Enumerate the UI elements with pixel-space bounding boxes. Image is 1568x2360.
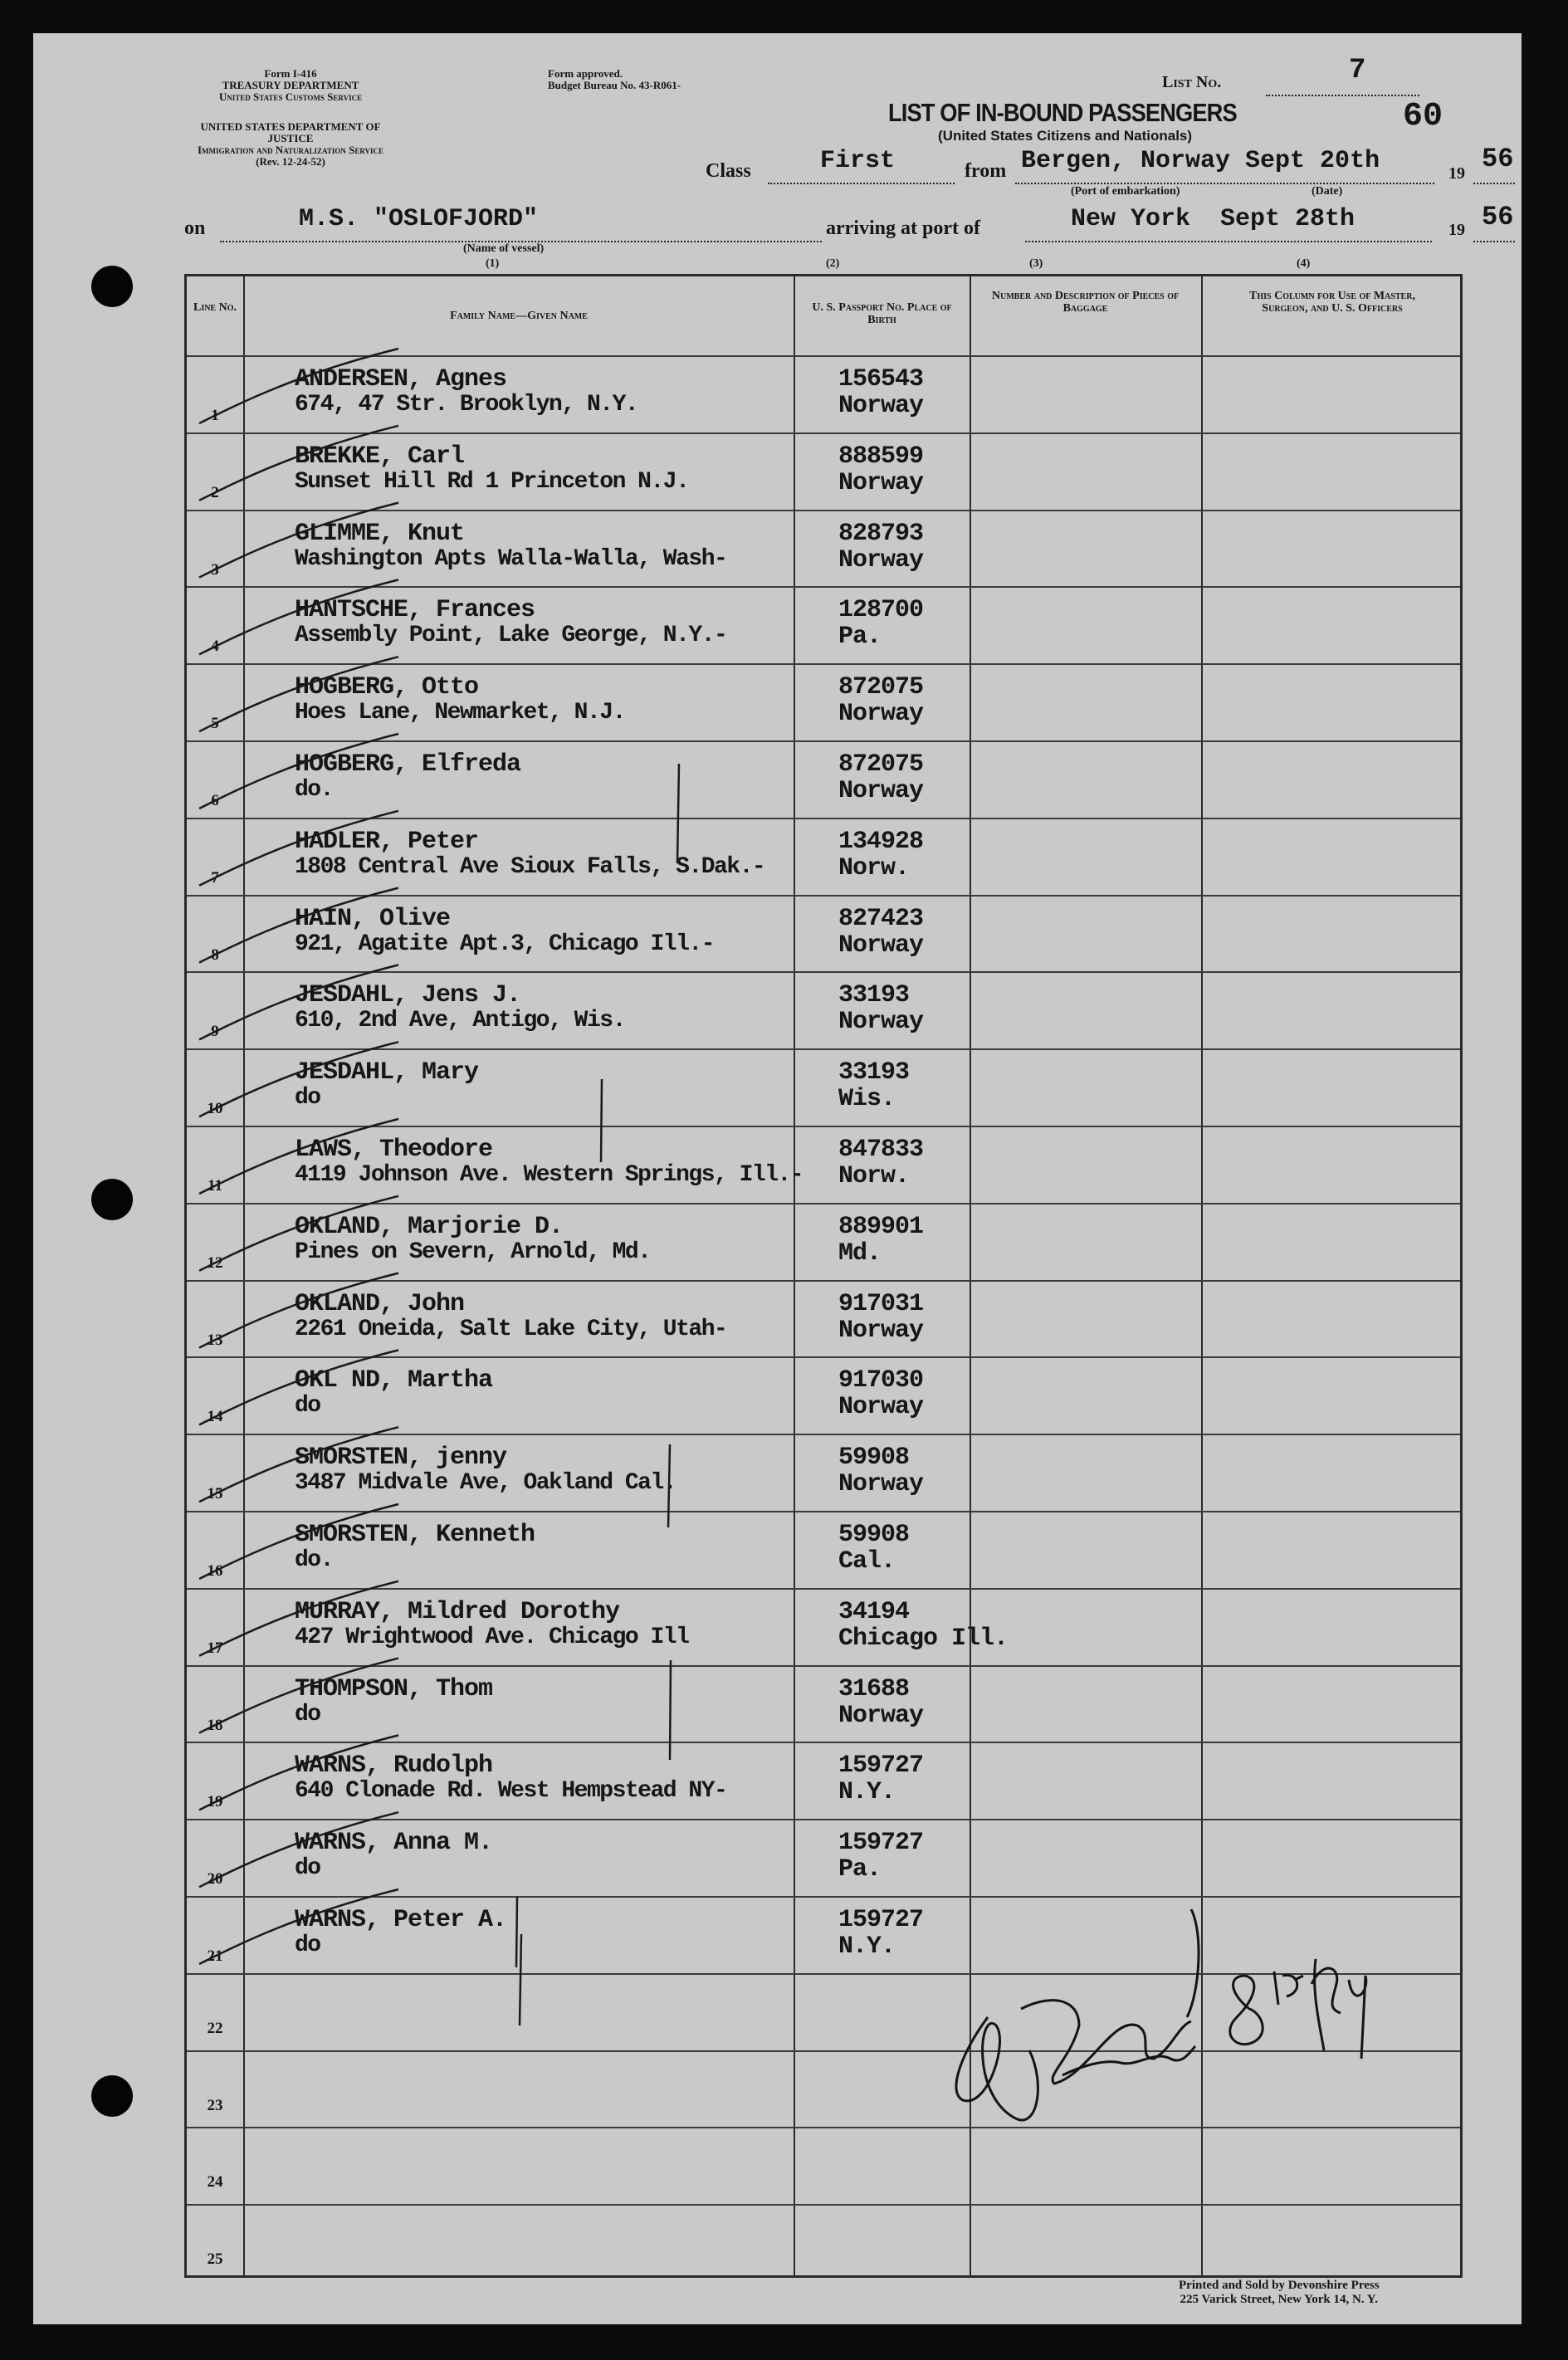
passport-number: 59908: [838, 1521, 910, 1549]
passport-number: 847833: [838, 1136, 924, 1164]
passport-number: 828793: [838, 519, 924, 548]
place-of-birth: Norway: [838, 1316, 924, 1345]
printer-imprint: [1179, 2279, 1380, 2307]
passenger-name: OKLAND, Marjorie D.: [295, 1212, 564, 1241]
place-of-birth: Pa.: [838, 1855, 882, 1884]
passenger-name: THOMPSON, Thom: [295, 1674, 493, 1703]
year-2: 56: [1482, 202, 1514, 232]
handwriting-layer: [33, 33, 1522, 2324]
justice-dept: UNITED STATES DEPARTMENT OF JUSTICE: [200, 120, 381, 144]
place-of-birth: N.Y.: [838, 1778, 896, 1807]
signature-stroke: [956, 2017, 1038, 2120]
revision: (Rev. 12-24-52): [256, 155, 325, 168]
passenger-name: HOGBERG, Otto: [295, 673, 479, 702]
printer-line-1: Printed and Sold by Devonshire Press: [1179, 2279, 1380, 2292]
passenger-address: 921, Agatite Apt.3, Chicago Ill.-: [295, 931, 714, 957]
passenger-name: HADLER, Peter: [295, 827, 479, 856]
header-passport: U. S. Passport No. Place of Birth: [812, 301, 952, 326]
passport-number: 33193: [838, 1058, 910, 1087]
passport-number: 917031: [838, 1289, 924, 1318]
year-prefix-1: 19: [1448, 164, 1465, 183]
passenger-name: WARNS, Anna M.: [295, 1829, 493, 1858]
col-4-caption: (4): [1297, 257, 1311, 270]
passenger-name: WARNS, Rudolph: [295, 1752, 493, 1781]
line-number: 25: [207, 2250, 223, 2269]
place-of-birth: Norway: [838, 700, 924, 729]
pen-stroke: [520, 1934, 521, 2025]
arriving-label: arriving at port of: [826, 217, 980, 239]
check-mark: [199, 1581, 398, 1656]
manifest-sheet: [33, 33, 1522, 2324]
line-number: 6: [211, 792, 219, 809]
place-of-birth: Norway: [838, 468, 924, 497]
place-of-birth: Wis.: [838, 1085, 896, 1114]
passenger-name: JESDAHL, Mary: [295, 1058, 479, 1087]
passenger-address: Washington Apts Walla-Walla, Wash-: [295, 545, 727, 572]
passport-number: 159727: [838, 1752, 924, 1781]
vessel-name: M.S. "OSLOFJORD": [299, 205, 539, 233]
arrival-value: New York Sept 28th: [1071, 205, 1356, 233]
check-mark: [199, 1889, 398, 1964]
line-number: 9: [211, 1023, 219, 1041]
passenger-name: BREKKE, Carl: [295, 442, 465, 471]
passenger-address: Hoes Lane, Newmarket, N.J.: [295, 700, 625, 726]
place-of-birth: N.Y.: [838, 1932, 896, 1961]
line-number: 21: [207, 1947, 223, 1965]
from-label: from: [965, 160, 1007, 182]
passport-number: 917030: [838, 1366, 924, 1395]
passenger-address: 640 Clonade Rd. West Hempstead NY-: [295, 1778, 727, 1805]
line-number: 16: [207, 1562, 223, 1580]
line-number: 24: [207, 2173, 223, 2191]
place-of-birth: Norway: [838, 931, 924, 960]
check-mark: [199, 349, 398, 423]
class-value: First: [820, 147, 896, 175]
treasury-dept: TREASURY DEPARTMENT: [222, 79, 359, 91]
vessel-caption: (Name of vessel): [463, 242, 545, 255]
pen-stroke: [677, 764, 679, 863]
check-mark: [199, 426, 398, 501]
passport-number: 889901: [838, 1212, 924, 1241]
passenger-address: 3487 Midvale Ave, Oakland Cal.: [295, 1470, 677, 1497]
passport-number: 59908: [838, 1444, 910, 1473]
pen-stroke: [516, 1897, 517, 1967]
check-mark: [199, 1119, 398, 1194]
check-mark: [199, 657, 398, 731]
passport-number: 33193: [838, 981, 910, 1010]
list-no-label: List No.: [1162, 73, 1222, 91]
passenger-address: do: [295, 1855, 320, 1882]
signature-stroke: [1187, 1909, 1199, 2017]
passport-number: 827423: [838, 904, 924, 933]
header-baggage: Number and Description of Pieces of Baggage: [991, 290, 1180, 315]
check-mark: [199, 1427, 398, 1502]
form-title: LIST OF IN-BOUND PASSENGERS: [888, 98, 1237, 127]
line-number: 4: [211, 638, 219, 656]
year-1: 56: [1482, 144, 1514, 174]
passenger-address: 427 Wrightwood Ave. Chicago Ill: [295, 1624, 689, 1650]
passenger-address: 610, 2nd Ave, Antigo, Wis.: [295, 1008, 625, 1034]
header-family-name: Family Name—Given Name: [450, 310, 588, 322]
time-stroke: [1274, 1972, 1303, 2005]
header-officers: This Column for Use of Master, Surgeon, and U. S. Officers: [1249, 290, 1415, 315]
check-mark: [199, 579, 398, 654]
time-stroke: [1230, 1976, 1263, 2045]
place-of-birth: Norway: [838, 1008, 924, 1037]
passenger-name: WARNS, Peter A.: [295, 1906, 507, 1934]
passenger-address: 674, 47 Str. Brooklyn, N.Y.: [295, 392, 638, 418]
place-of-birth: Cal.: [838, 1547, 896, 1576]
line-number: 8: [211, 945, 219, 964]
line-number: 3: [211, 560, 219, 579]
form-approved: Form approved.: [548, 67, 623, 80]
line-number: 14: [207, 1408, 223, 1426]
passport-number: 134928: [838, 827, 924, 856]
line-number: 5: [211, 715, 219, 733]
passport-number: 872075: [838, 673, 924, 702]
passport-number: 128700: [838, 596, 924, 625]
passenger-name: LAWS, Theodore: [295, 1136, 493, 1164]
signature-stroke: [1062, 2046, 1195, 2075]
passenger-name: MURRAY, Mildred Dorothy: [295, 1597, 620, 1626]
time-stroke: [1312, 1959, 1366, 2059]
check-mark: [199, 1350, 398, 1424]
signature-scrawl: [956, 1909, 1366, 2120]
passenger-address: do: [295, 1393, 320, 1419]
pen-stroke: [668, 1444, 670, 1527]
check-mark: [199, 1812, 398, 1887]
place-of-birth: Chicago Ill.: [838, 1624, 1009, 1653]
line-number: 10: [207, 1100, 223, 1118]
passenger-name: HOGBERG, Elfreda: [295, 750, 521, 779]
check-mark: [199, 1735, 398, 1810]
place-of-birth: Norway: [838, 1393, 924, 1422]
check-mark: [199, 811, 398, 886]
passenger-name: SMORSTEN, Kenneth: [295, 1521, 535, 1549]
passenger-address: Sunset Hill Rd 1 Princeton N.J.: [295, 468, 689, 495]
passenger-name: GLIMME, Knut: [295, 519, 465, 548]
line-number: 20: [207, 1870, 223, 1888]
tick-marks: [199, 349, 398, 1964]
passenger-address: Pines on Severn, Arnold, Md.: [295, 1239, 651, 1265]
printer-line-2: 225 Varick Street, New York 14, N. Y.: [1180, 2293, 1379, 2306]
passenger-address: 1808 Central Ave Sioux Falls, S.Dak.-: [295, 853, 765, 880]
check-mark: [199, 965, 398, 1039]
embark-caption: (Port of embarkation): [1071, 185, 1180, 198]
form-subtitle: (United States Citizens and Nationals): [938, 128, 1193, 144]
passenger-address: do.: [295, 777, 333, 803]
passport-number: 31688: [838, 1674, 910, 1703]
passenger-address: do: [295, 1932, 320, 1958]
passenger-name: JESDAHL, Jens J.: [295, 981, 521, 1010]
form-number: Form I-416: [264, 67, 317, 80]
ins-service: Immigration and Naturalization Service: [197, 144, 384, 156]
line-number: 11: [208, 1177, 222, 1195]
check-mark: [199, 1273, 398, 1348]
budget-bureau: Budget Bureau No. 43-R061-: [548, 79, 681, 91]
on-label: on: [184, 217, 206, 239]
signature-stroke: [1021, 2001, 1191, 2084]
check-mark: [199, 1504, 398, 1579]
year-prefix-2: 19: [1448, 221, 1465, 239]
passenger-name: OKL ND, Martha: [295, 1366, 493, 1395]
line-number: 22: [207, 2019, 223, 2037]
pen-stroke: [670, 1660, 671, 1760]
customs-service: United States Customs Service: [218, 90, 363, 103]
passenger-name: SMORSTEN, jenny: [295, 1444, 507, 1473]
passenger-address: do: [295, 1701, 320, 1727]
pen-stroke: [601, 1079, 602, 1162]
col-2-caption: (2): [826, 257, 840, 270]
passenger-address: Assembly Point, Lake George, N.Y.-: [295, 623, 727, 649]
passenger-name: HANTSCHE, Frances: [295, 596, 535, 625]
passenger-address: do: [295, 1085, 320, 1112]
passport-number: 872075: [838, 750, 924, 779]
passport-number: 159727: [838, 1906, 924, 1934]
place-of-birth: Norway: [838, 777, 924, 805]
line-number: 18: [207, 1716, 223, 1734]
passenger-name: OKLAND, John: [295, 1289, 465, 1318]
embark-value: Bergen, Norway Sept 20th: [1021, 147, 1380, 175]
sheet-number: 60: [1403, 98, 1443, 135]
passenger-address: 2261 Oneida, Salt Lake City, Utah-: [295, 1316, 727, 1342]
place-of-birth: Norway: [838, 392, 924, 420]
place-of-birth: Pa.: [838, 623, 882, 652]
place-of-birth: Norw.: [838, 853, 910, 882]
passenger-address: 4119 Johnson Ave. Western Springs, Ill.-: [295, 1162, 804, 1188]
header-line-no: Line No.: [193, 301, 237, 314]
list-no-value: 7: [1349, 55, 1366, 86]
line-number: 13: [207, 1331, 223, 1349]
passenger-name: ANDERSEN, Agnes: [295, 365, 507, 393]
line-number: 19: [207, 1793, 223, 1811]
place-of-birth: Norway: [838, 1470, 924, 1499]
pen-strokes: [516, 764, 679, 2025]
col-3-caption: (3): [1029, 257, 1043, 270]
col-1-caption: (1): [486, 257, 500, 270]
date-caption: (Date): [1312, 185, 1343, 198]
line-number: 7: [211, 868, 219, 887]
place-of-birth: Norway: [838, 545, 924, 574]
line-number: 1: [211, 407, 219, 424]
passport-number: 34194: [838, 1597, 910, 1626]
place-of-birth: Norw.: [838, 1162, 910, 1190]
line-number: 15: [207, 1485, 223, 1503]
line-number: 23: [207, 2096, 223, 2114]
passenger-address: do.: [295, 1547, 333, 1573]
check-mark: [199, 503, 398, 578]
place-of-birth: Md.: [838, 1239, 882, 1268]
passport-number: 888599: [838, 442, 924, 471]
passport-number: 156543: [838, 365, 924, 393]
line-number: 2: [211, 483, 219, 501]
line-number: 12: [207, 1253, 223, 1272]
check-mark: [199, 1042, 398, 1116]
class-label: Class: [706, 160, 751, 182]
check-mark: [199, 1659, 398, 1733]
line-number: 17: [207, 1639, 223, 1657]
check-mark: [199, 734, 398, 809]
passenger-name: HAIN, Olive: [295, 904, 451, 933]
passport-number: 159727: [838, 1829, 924, 1858]
check-mark: [199, 1196, 398, 1271]
check-mark: [199, 888, 398, 963]
place-of-birth: Norway: [838, 1701, 924, 1730]
